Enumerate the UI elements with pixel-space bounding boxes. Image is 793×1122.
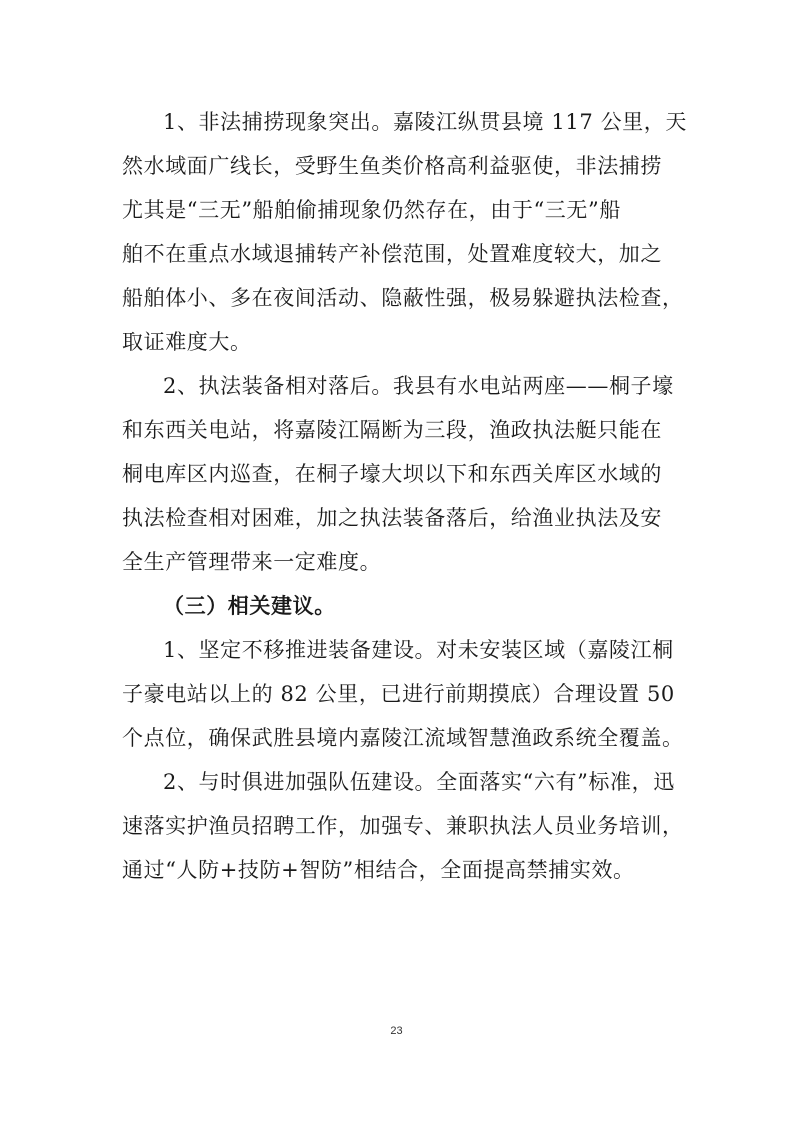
suggestion-2-line-3: 通过“人防+技防+智防”相结合，全面提高禁捕实效。 xyxy=(122,858,635,882)
paragraph-1-line-4: 舶不在重点水域退捕转产补偿范围，处置难度较大，加之 xyxy=(122,242,662,266)
paragraph-2-line-2: 和东西关电站，将嘉陵江隔断为三段，渔政执法艇只能在 xyxy=(122,418,662,442)
suggestion-2-line-2: 速落实护渔员招聘工作，加强专、兼职执法人员业务培训， xyxy=(122,814,684,838)
suggestion-2-line-1: 2、与时俱进加强队伍建设。全面落实“六有”标准，迅 xyxy=(163,770,675,794)
page-number: 23 xyxy=(390,1025,403,1037)
suggestion-1-line-1: 1、坚定不移推进装备建设。对未安装区域（嘉陵江桐 xyxy=(163,638,674,662)
suggestion-1-line-2: 子豪电站以上的 82 公里，已进行前期摸底）合理设置 50 xyxy=(122,682,675,706)
paragraph-1-line-3: 尤其是“三无”船舶偷捕现象仍然存在，由于“三无”船 xyxy=(122,198,621,222)
section-heading: （三）相关建议。 xyxy=(163,594,336,618)
suggestion-1-line-3: 个点位，确保武胜县境内嘉陵江流域智慧渔政系统全覆盖。 xyxy=(122,726,684,750)
paragraph-2-line-1: 2、执法装备相对落后。我县有水电站两座——桐子壕 xyxy=(163,374,674,398)
paragraph-1-line-6: 取证难度大。 xyxy=(122,330,252,354)
paragraph-2-line-4: 执法检查相对困难，加之执法装备落后，给渔业执法及安 xyxy=(122,506,662,530)
paragraph-2-line-3: 桐电库区内巡查，在桐子壕大坝以下和东西关库区水域的 xyxy=(122,462,662,486)
paragraph-1-line-2: 然水域面广线长，受野生鱼类价格高利益驱使，非法捕捞 xyxy=(122,154,662,178)
paragraph-1-line-5: 船舶体小、多在夜间活动、隐蔽性强，极易躲避执法检查， xyxy=(122,286,684,310)
paragraph-2-line-5: 全生产管理带来一定难度。 xyxy=(122,550,382,574)
paragraph-1-line-1: 1、非法捕捞现象突出。嘉陵江纵贯县境 117 公里，天 xyxy=(163,110,687,134)
